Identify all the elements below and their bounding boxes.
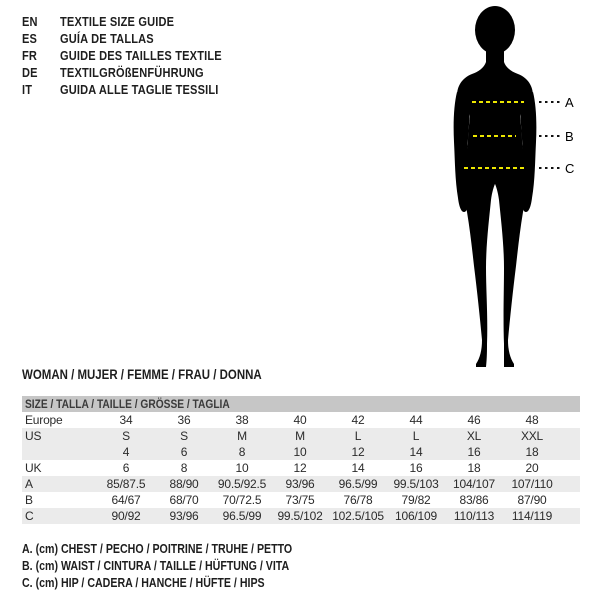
legend-text-hip: C. (cm) HIP / CADERA / HANCHE / HÜFTE / HIPS — [22, 576, 265, 590]
table-row — [22, 508, 580, 524]
table-row — [22, 412, 580, 428]
table-cell: 76/78 — [343, 493, 373, 507]
marker-label-c: C — [565, 161, 575, 176]
table-cell: S — [180, 429, 188, 443]
table-cell: 73/75 — [285, 493, 315, 507]
measurement-legend — [22, 541, 340, 592]
table-cell: L — [412, 429, 420, 443]
table-cell: 40 — [293, 413, 307, 427]
table-cell: S — [122, 429, 130, 443]
table-cell: 12 — [293, 461, 307, 475]
language-label: TEXTILGRÖßENFÜHRUNG — [60, 65, 204, 80]
table-cell: 10 — [235, 461, 249, 475]
table-header-bar — [22, 396, 580, 412]
table-header-text: SIZE / TALLA / TAILLE / GRÖSSE / TAGLIA — [25, 397, 230, 411]
language-row-en — [22, 13, 250, 30]
table-cell: 106/109 — [395, 509, 437, 523]
table-cell: M — [237, 429, 247, 443]
language-row-es — [22, 30, 250, 47]
table-cell: 87/90 — [517, 493, 547, 507]
table-cell: 38 — [235, 413, 249, 427]
language-label: GUIDA ALLE TAGLIE TESSILI — [60, 82, 219, 97]
legend-row-chest — [22, 541, 340, 558]
table-cell: 36 — [177, 413, 191, 427]
size-table-body — [22, 412, 580, 524]
table-cell: 12 — [351, 445, 365, 459]
marker-label-a: A — [565, 95, 574, 110]
table-cell: 16 — [409, 461, 423, 475]
table-cell: 34 — [119, 413, 133, 427]
table-cell: 18 — [467, 461, 481, 475]
marker-label-b: B — [565, 129, 574, 144]
row-label: B — [25, 493, 33, 507]
table-cell: 64/67 — [111, 493, 141, 507]
table-cell: 20 — [525, 461, 539, 475]
table-cell: 102.5/105 — [332, 509, 384, 523]
table-cell: 104/107 — [453, 477, 495, 491]
row-label: US — [25, 429, 42, 443]
table-cell: 70/72.5 — [222, 493, 262, 507]
table-cell: 83/86 — [459, 493, 489, 507]
table-cell: 46 — [467, 413, 481, 427]
silhouette-body — [457, 44, 533, 367]
table-cell: 6 — [122, 461, 130, 475]
table-cell: 88/90 — [169, 477, 199, 491]
language-label: TEXTILE SIZE GUIDE — [60, 14, 175, 29]
table-cell: 90.5/92.5 — [217, 477, 267, 491]
table-cell: 85/87.5 — [106, 477, 146, 491]
table-cell: 79/82 — [401, 493, 431, 507]
table-cell: 93/96 — [169, 509, 199, 523]
row-label: Europe — [25, 413, 63, 427]
language-code: DE — [22, 65, 38, 80]
language-row-it — [22, 81, 250, 98]
table-cell: 99.5/103 — [393, 477, 439, 491]
table-cell: 96.5/99 — [338, 477, 378, 491]
row-label — [22, 444, 97, 460]
table-cell: 48 — [525, 413, 539, 427]
language-code: IT — [22, 82, 33, 97]
section-title-text: WOMAN / MUJER / FEMME / FRAU / DONNA — [22, 367, 262, 382]
woman-silhouette-figure — [420, 0, 600, 380]
table-row — [22, 428, 580, 444]
table-cell: M — [295, 429, 305, 443]
table-cell: XL — [466, 429, 482, 443]
table-cell: 107/110 — [511, 477, 553, 491]
table-row — [22, 492, 580, 508]
table-cell: 90/92 — [111, 509, 141, 523]
table-cell: 93/96 — [285, 477, 315, 491]
table-cell: L — [354, 429, 362, 443]
language-label: GUÍA DE TALLAS — [60, 31, 154, 46]
table-cell: 99.5/102 — [277, 509, 323, 523]
legend-text-chest: A. (cm) CHEST / PECHO / POITRINE / TRUHE / PETTO — [22, 542, 293, 556]
legend-text-waist: B. (cm) WAIST / CINTURA / TAILLE / HÜFTUNG / VITA — [22, 559, 290, 573]
table-cell: 16 — [467, 445, 481, 459]
row-label: C — [25, 509, 34, 523]
language-code: ES — [22, 31, 38, 46]
legend-row-hip — [22, 575, 340, 592]
language-row-de — [22, 64, 250, 81]
language-code: FR — [22, 48, 38, 63]
table-cell: 44 — [409, 413, 423, 427]
table-row — [22, 476, 580, 492]
language-code: EN — [22, 14, 38, 29]
table-cell: 8 — [238, 445, 246, 459]
table-cell: 14 — [409, 445, 423, 459]
table-cell: 42 — [351, 413, 365, 427]
size-table — [22, 396, 580, 524]
language-row-fr — [22, 47, 250, 64]
section-title — [22, 367, 304, 382]
table-cell: 14 — [351, 461, 365, 475]
table-cell: 68/70 — [169, 493, 199, 507]
table-cell: 110/113 — [453, 509, 495, 523]
table-cell: 114/119 — [511, 509, 553, 523]
row-label: UK — [25, 461, 42, 475]
table-cell: 18 — [525, 445, 539, 459]
table-cell: 4 — [122, 445, 130, 459]
table-cell: 8 — [180, 461, 188, 475]
legend-row-waist — [22, 558, 340, 575]
table-row — [22, 444, 580, 460]
table-cell: XXL — [520, 429, 544, 443]
language-list — [22, 13, 250, 98]
table-row — [22, 460, 580, 476]
table-cell: 96.5/99 — [222, 509, 262, 523]
table-cell: 10 — [293, 445, 307, 459]
table-cell: 6 — [180, 445, 188, 459]
row-label: A — [25, 477, 33, 491]
language-label: GUIDE DES TAILLES TEXTILE — [60, 48, 222, 63]
